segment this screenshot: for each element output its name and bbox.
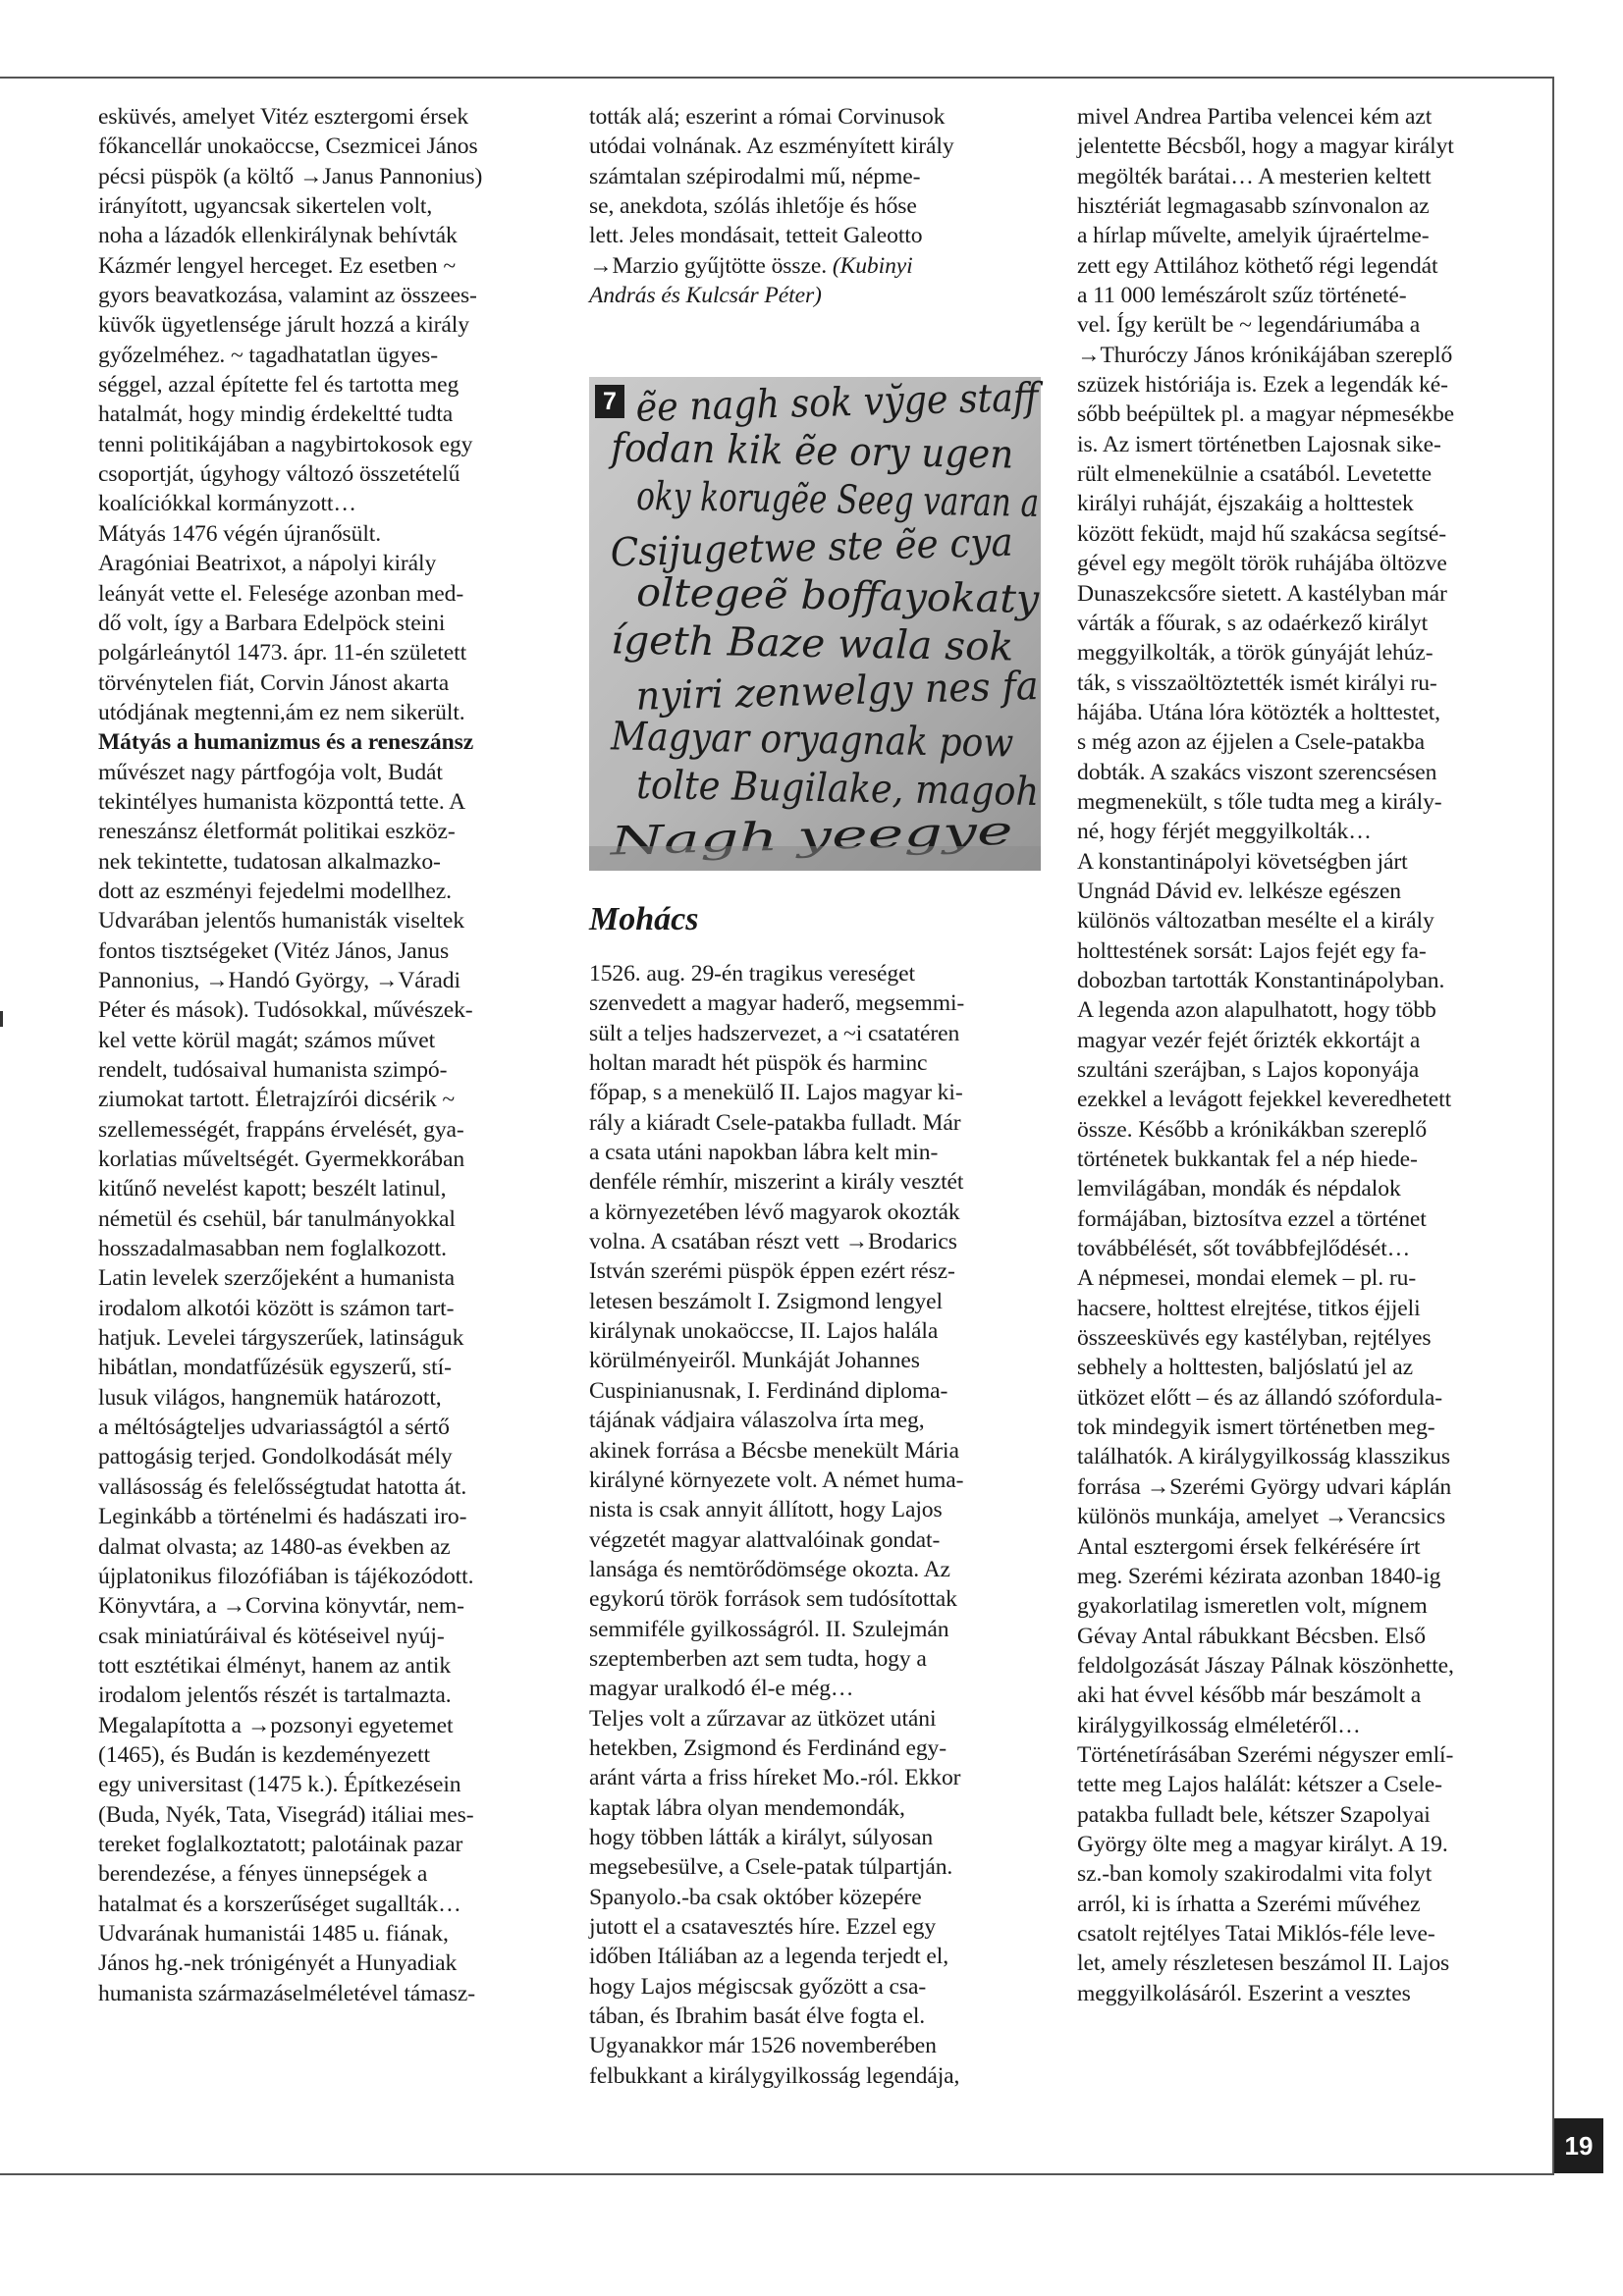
text-line: Dunaszekcsőre sietett. A kastélyban már — [1077, 580, 1447, 607]
text-line: hibátlan, mondatfűzésük egyszerű, stí- — [98, 1355, 452, 1381]
text-line: gyakorlatilag ismeretlen volt, mígnem — [1077, 1593, 1428, 1620]
text-line: csoportját, úgyhogy változó összetételű — [98, 461, 460, 488]
text-line: Megalapította a →pozsonyi egyetemet — [98, 1712, 454, 1738]
manuscript-line: oky korugẽe Seeg varan a — [635, 473, 1155, 529]
text-line: lett. Jeles mondásait, tetteit Galeotto — [589, 223, 923, 249]
text-line: hogy többen látták a királyt, súlyosan — [589, 1824, 934, 1850]
text-line: irányított, ugyancsak sikertelen volt, — [98, 193, 433, 220]
text-line: lemvilágában, mondák és népdalok — [1077, 1176, 1401, 1202]
text-line: hájába. Utána lóra kötözték a holttestet, — [1077, 699, 1440, 725]
text-line: dobozban tartották Konstantinápolyban. — [1077, 967, 1445, 993]
figure-number-badge: 7 — [595, 385, 624, 418]
text-line: tában, és Ibrahim basát élve fogta el. — [589, 2003, 926, 2030]
text-line: rült elmenekülnie a csatából. Levetette — [1077, 461, 1432, 488]
text-line: felbukkant a királygyilkosság legendája, — [589, 2062, 960, 2089]
manuscript-line: Nagh yeegye — [610, 812, 871, 865]
text-line: végzetét magyar alattvalóinak gondat- — [589, 1526, 941, 1553]
margin-mark — [0, 1011, 3, 1027]
text-line: Péter és mások). Tudósokkal, művészek- — [98, 997, 473, 1024]
text-line: holttestének sorsát: Lajos fejét egy fa- — [1077, 937, 1427, 964]
text-line: jelentette Bécsből, hogy a magyar királyt — [1077, 133, 1454, 160]
text-line: mivel Andrea Partiba velencei kém azt — [1077, 104, 1433, 130]
text-line: nek tekintette, tudatosan alkalmazko- — [98, 848, 441, 875]
text-line: hacsere, holttest elrejtése, titkos éjjeli — [1077, 1295, 1421, 1321]
manuscript-line: Magyar oryagnak pow — [610, 714, 1058, 768]
text-line: meggyilkolásáról. Eszerint a vesztes — [1077, 1980, 1411, 2006]
text-line: küvők ügyetlensége járult hozzá a király — [98, 312, 469, 339]
text-line: különös változatban mesélte el a király — [1077, 908, 1434, 934]
text-line: dő volt, így a Barbara Edelpöck steini — [98, 610, 446, 636]
text-line: A népmesei, mondai elemek – pl. ru- — [1077, 1265, 1417, 1292]
text-line: let, amely részletesen beszámol II. Lajos — [1077, 1950, 1450, 1977]
text-line: össze. Később a krónikákban szereplő — [1077, 1116, 1428, 1143]
text-line: újplatonikus filozófiában is tájékozódott. — [98, 1563, 474, 1589]
text-line: formájában, biztosítva ezzel a történet — [1077, 1205, 1427, 1232]
text-line: tenni politikájában a nagybirtokosok egy — [98, 431, 473, 457]
text-line: a hírlap művelte, amelyik újraértelme- — [1077, 223, 1430, 249]
text-line: →Thuróczy János krónikájában szereplő — [1077, 342, 1453, 368]
text-line: ütközet előtt – és az állandó szófordula- — [1077, 1384, 1442, 1411]
text-line: reneszánsz életformát politikai eszköz- — [98, 819, 456, 845]
text-line: hatalmat és a korszerűséget sugallták… — [98, 1891, 461, 1917]
text-line: ták, s visszaöltöztették ismét királyi ru- — [1077, 669, 1437, 696]
text-line: művészet nagy pártfogója volt, Budát — [98, 759, 443, 785]
text-column-2-top — [589, 102, 1041, 310]
text-line: Udvarának humanistái 1485 u. fiának, — [98, 1920, 449, 1947]
text-line: tották alá; eszerint a római Corvinusok — [589, 104, 946, 130]
text-line: rály a kiáradt Csele-patakba fulladt. Már — [589, 1109, 961, 1136]
text-line: gével egy megölt török ruhájába öltözve — [1077, 551, 1447, 577]
text-line: hetekben, Zsigmond és Ferdinánd egy- — [589, 1735, 947, 1761]
text-line: esküvés, amelyet Vitéz esztergomi érsek — [98, 104, 469, 130]
text-line: Leginkább a történelmi és hadászati iro- — [98, 1504, 467, 1530]
text-line: között feküdt, majd hű szakácsa segítsé- — [1077, 520, 1447, 547]
text-line: németül és csehül, bár tanulmányokkal — [98, 1205, 456, 1232]
text-line: a környezetében lévő magyarok okozták — [589, 1199, 960, 1225]
text-line: királyi ruháját, éjszakáig a holttestek — [1077, 491, 1414, 517]
text-line: Ungnád Dávid ev. lelkésze egészen — [1077, 878, 1401, 904]
text-line: tájának vádjaira válaszolva írta meg, — [589, 1408, 925, 1434]
text-line: királynak unokaöccse, II. Lajos halála — [589, 1318, 939, 1345]
text-line: különös munkája, amelyet →Verancsics — [1077, 1504, 1446, 1530]
text-line: zett egy Attilához köthető régi legendát — [1077, 252, 1438, 279]
text-line: hogy Lajos mégiscsak győzött a csa- — [589, 1973, 927, 2000]
text-line: irodalom alkotói között is számon tart- — [98, 1295, 455, 1321]
text-line: is. Az ismert történetben Lajosnak sike- — [1077, 431, 1441, 457]
manuscript-line: Csijugetwe ste ẽe cya — [610, 518, 1044, 576]
text-line: koalíciókkal kormányzott… — [98, 491, 356, 517]
text-line: Gévay Antal rábukkant Bécsben. Első — [1077, 1623, 1426, 1649]
text-line: számtalan szépirodalmi mű, népme- — [589, 163, 921, 189]
text-line: →Marzio gyűjtötte össze. (Kubinyi — [589, 252, 913, 279]
text-line: dalmat olvasta; az 1480-as években az — [98, 1533, 451, 1560]
text-line: fontos tisztségeket (Vitéz János, Janus — [98, 937, 450, 964]
text-line: megölték barátai… A mesterien keltett — [1077, 163, 1432, 189]
text-line: feldolgozását Jászay Pálnak köszönhette, — [1077, 1652, 1454, 1679]
text-line: királyné környezete volt. A német huma- — [589, 1467, 964, 1493]
text-line: tette meg Lajos halálát: kétszer a Csele- — [1077, 1772, 1442, 1798]
text-line: rendelt, tudósaival humanista szimpó- — [98, 1057, 448, 1083]
text-line: Könyvtára, a →Corvina könyvtár, nem- — [98, 1593, 464, 1620]
text-line: berendezése, a fényes ünnepségek a — [98, 1861, 428, 1888]
manuscript-line: ígeth Baze wala sok — [610, 617, 1008, 670]
section-heading: Mohács — [589, 901, 699, 937]
text-line: lansága és nemtörődömsége okozta. Az — [589, 1556, 950, 1582]
text-line: volna. A csatában részt vett →Brodarics — [589, 1229, 957, 1255]
text-line: körülményeiről. Munkáját Johannes — [589, 1348, 920, 1374]
text-column-2-body — [589, 959, 1041, 2091]
text-line: patakba fulladt bele, kétszer Szapolyai — [1077, 1801, 1431, 1828]
text-line: ziumokat tartott. Életrajzírói dicsérik ~ — [98, 1087, 456, 1113]
text-line: Történetírásában Szerémi négyszer emlí- — [1077, 1741, 1454, 1768]
text-line: gyors beavatkozása, valamint az összees- — [98, 283, 477, 309]
text-line: séggel, azzal építette fel és tartotta meg — [98, 372, 460, 399]
text-line: Udvarában jelentős humanisták viseltek — [98, 908, 464, 934]
manuscript-line: fodan kik ẽe ory ugen — [610, 425, 1044, 479]
text-line: sebhely a holttesten, baljóslatú jel az — [1077, 1355, 1414, 1381]
bold-lead-in: Mátyás a humanizmus és a reneszánsz — [98, 729, 474, 756]
text-line: (Buda, Nyék, Tata, Visegrád) itáliai mes- — [98, 1801, 474, 1828]
text-line: szultáni szerájban, s Lajos koponyája — [1077, 1057, 1420, 1083]
text-line: Spanyolo.-ba csak október közepére — [589, 1884, 922, 1910]
text-line: magyar vezér fejét őrizték ekkortájt a — [1077, 1027, 1421, 1053]
text-line: denféle rémhír, miszerint a király vesztét — [589, 1169, 964, 1196]
text-line: sőbb beépültek pl. a magyar népmesékbe — [1077, 401, 1455, 428]
page-frame-bottom — [0, 2173, 1554, 2175]
text-line: kel vette körül magát; számos művet — [98, 1027, 436, 1053]
text-line: nista is csak annyit állított, hogy Lajos — [589, 1497, 943, 1523]
text-line: tereket foglalkoztatott; palotáinak pazar — [98, 1831, 463, 1857]
text-line: a méltóságteljes udvariasságtól a sértő — [98, 1415, 450, 1441]
text-line: ezekkel a levágott fejekkel keveredhetett — [1077, 1087, 1452, 1113]
text-line: Kázmér lengyel herceget. Ez esetben ~ — [98, 252, 457, 279]
text-line: egy universitast (1475 k.). Építkezésein — [98, 1772, 461, 1798]
text-line: humanista származáselméletével támasz- — [98, 1980, 475, 2006]
text-line: vallásosság és felelősségtudat hatotta át. — [98, 1473, 467, 1500]
text-line: főkancellár unokaöccse, Csezmicei János — [98, 133, 478, 160]
text-line: a 11 000 lemészárolt szűz történeté- — [1077, 283, 1407, 309]
text-line: meg. Szerémi kézirata azonban 1840-ig — [1077, 1563, 1441, 1589]
text-column-3 — [1077, 102, 1529, 2008]
text-line: forrása →Szerémi György udvari káplán — [1077, 1473, 1452, 1500]
text-line: dott az eszményi fejedelmi modellhez. — [98, 878, 452, 904]
text-line: aki hat évvel később már beszámolt a — [1077, 1682, 1422, 1709]
text-line: pattogásig terjed. Gondolkodását mély — [98, 1444, 453, 1470]
text-line: várták a főurak, s az odaérkező királyt — [1077, 610, 1429, 636]
text-line: hatjuk. Levelei tárgyszerűek, latinságuk — [98, 1325, 464, 1352]
page-frame-right — [1552, 77, 1554, 2175]
text-line: arról, ki is írhatta a Szerémi művéhez — [1077, 1891, 1421, 1917]
text-line: Cuspinianusnak, I. Ferdinánd diploma- — [589, 1377, 948, 1404]
text-line: főpap, s a menekülő II. Lajos magyar ki- — [589, 1080, 963, 1106]
text-line: történetek bukkantak fel a nép hiede- — [1077, 1147, 1418, 1173]
text-line: a csata utáni napokban lábra kelt min- — [589, 1140, 939, 1166]
text-line: Ugyanakkor már 1526 novemberében — [589, 2033, 937, 2059]
text-line: királygyilkosság elméletéről… — [1077, 1712, 1361, 1738]
text-line: győzelméhez. ~ tagadhatatlan ügyes- — [98, 342, 438, 368]
text-line: Mátyás 1476 végén újranősült. — [98, 520, 382, 547]
text-line: sült a teljes hadszervezet, a ~i csatatéren — [589, 1020, 960, 1046]
author-credit: (Kubinyi — [832, 252, 913, 279]
text-line: Latin levelek szerzőjeként a humanista — [98, 1265, 456, 1292]
text-line: kitűnő nevelést kapott; beszélt latinul, — [98, 1176, 447, 1202]
text-line: törvénytelen fiát, Corvin Jánost akarta — [98, 669, 450, 696]
text-line: megmenekült, s tőle tudta meg a király- — [1077, 788, 1442, 815]
text-line: akinek forrása a Bécsbe menekült Mária — [589, 1437, 959, 1464]
text-line: szüzek históriája is. Ezek a legendák ké- — [1077, 372, 1448, 399]
text-line: 1526. aug. 29-én tragikus vereséget — [589, 961, 915, 987]
manuscript-image — [589, 373, 1155, 871]
text-line: szenvedett a magyar haderő, megsemmi- — [589, 990, 965, 1017]
text-line: jutott el a csatavesztés híre. Ezzel egy — [589, 1914, 937, 1940]
text-line: semmiféle gyilkosságról. II. Szulejmán — [589, 1616, 949, 1642]
text-line: dobták. A szakács viszont szerencsésen — [1077, 759, 1437, 785]
manuscript-figure — [589, 373, 1155, 871]
text-line: Aragóniai Beatrixot, a nápolyi király — [98, 551, 437, 577]
text-line: s még azon az éjjelen a Csele-patakba — [1077, 729, 1425, 756]
text-line: szellemességét, frappáns érvelését, gya- — [98, 1116, 464, 1143]
text-line: szeptemberben azt sem tudta, hogy a — [589, 1645, 927, 1672]
text-line: kaptak lábra olyan mendemondák, — [589, 1794, 905, 1821]
text-line: Teljes volt a zűrzavar az ütközet utáni — [589, 1705, 937, 1732]
manuscript-line: nyiri zenwelgy nes fa — [635, 663, 1058, 720]
manuscript-line: oltegeẽ boffayokaty — [635, 569, 1028, 622]
text-line: György ölte meg a magyar királyt. A 19. — [1077, 1831, 1448, 1857]
text-line: A konstantinápolyi követségben járt — [1077, 848, 1408, 875]
text-line: irodalom jelentős részét is tartalmazta. — [98, 1682, 452, 1709]
text-line: utódai volnának. Az eszményített király — [589, 133, 954, 160]
text-line: A legenda azon alapulhatott, hogy több — [1077, 997, 1436, 1024]
text-line: letesen beszámolt I. Zsigmond lengyel — [589, 1288, 943, 1314]
text-line: né, hogy férjét meggyilkolták… — [1077, 819, 1372, 845]
text-line: találhatók. A királygyilkosság klasszikus — [1077, 1444, 1450, 1470]
text-line: István szerémi püspök éppen ezért rész- — [589, 1258, 955, 1285]
text-line: egykorú török források sem tudósítottak — [589, 1586, 957, 1613]
text-line: sz.-ban komoly szakirodalmi vita folyt — [1077, 1861, 1433, 1888]
text-line: leányát vette el. Felesége azonban med- — [98, 580, 464, 607]
text-line: időben Itáliában az a legenda terjedt el, — [589, 1944, 949, 1970]
author-credit-line2: András és Kulcsár Péter) — [589, 283, 822, 309]
text-line: meggyilkolták, a török gúnyáját lehúz- — [1077, 640, 1434, 667]
text-line: tott esztétikai élményt, hanem az antik — [98, 1652, 452, 1679]
text-line: összeesküvés egy kastélyban, rejtélyes — [1077, 1325, 1432, 1352]
text-line: tok mindegyik ismert történetben meg- — [1077, 1415, 1435, 1441]
text-line: se, anekdota, szólás ihletője és hőse — [589, 193, 917, 220]
page-frame-top — [0, 77, 1554, 79]
text-line: noha a lázadók ellenkirálynak behívták — [98, 223, 458, 249]
manuscript-line: ẽe nagh sok vy̆ge staff — [635, 373, 1080, 431]
text-line: holtan maradt hét püspök és harminc — [589, 1050, 928, 1077]
text-line: korlatias műveltségét. Gyermekkorában — [98, 1147, 465, 1173]
text-line: magyar uralkodó él-e még… — [589, 1676, 854, 1702]
text-line: megsebesülve, a Csele-patak túlpartján. — [589, 1854, 953, 1881]
text-line: Pannonius, →Handó György, →Váradi — [98, 967, 460, 993]
text-line: (1465), és Budán is kezdeményezett — [98, 1741, 430, 1768]
text-line: pécsi püspök (a költő →Janus Pannonius) — [98, 163, 483, 189]
text-line: aránt várta a friss híreket Mo.-ról. Ekkor — [589, 1765, 961, 1791]
text-line: hisztériát legmagasabb színvonalon az — [1077, 193, 1430, 220]
text-line: csatolt rejtélyes Tatai Miklós-féle leve- — [1077, 1920, 1435, 1947]
text-line: János hg.-nek trónigényét a Hunyadiak — [98, 1950, 458, 1977]
manuscript-line: tolte Bugilake, magoh — [635, 762, 1075, 816]
text-line: polgárleánytól 1473. ápr. 11-én született — [98, 640, 467, 667]
text-line: lusuk világos, hangnemük határozott, — [98, 1384, 442, 1411]
text-line: Antal esztergomi érsek felkérésére írt — [1077, 1533, 1421, 1560]
text-line: továbbélését, sőt továbbfejlődését… — [1077, 1236, 1411, 1262]
text-line: hatalmát, hogy mindig érdekeltté tudta — [98, 401, 454, 428]
text-line: vel. Így került be ~ legendáriumába a — [1077, 312, 1421, 339]
text-line: hosszadalmasabban nem foglalkozott. — [98, 1236, 447, 1262]
page-number-badge: 19 — [1554, 2118, 1603, 2173]
text-line: tekintélyes humanista központtá tette. A — [98, 788, 466, 815]
text-column-1 — [98, 102, 550, 2008]
text-line: utódjának megtenni,ám ez nem sikerült. — [98, 699, 465, 725]
text-line: csak miniatúráival és kötéseivel nyúj- — [98, 1623, 445, 1649]
